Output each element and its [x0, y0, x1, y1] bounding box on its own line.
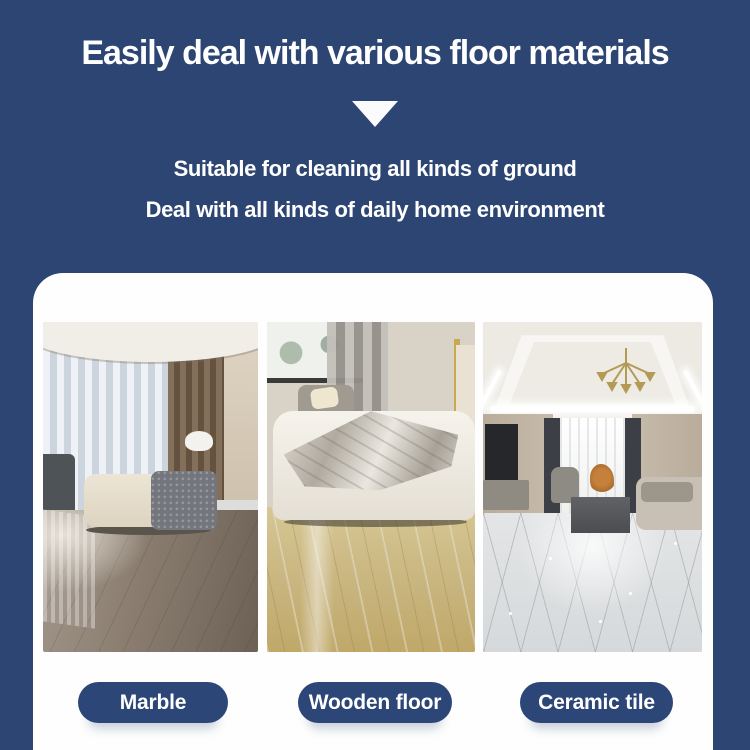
- curved-ceiling: [43, 322, 258, 362]
- marble-label-pill[interactable]: Marble: [78, 682, 228, 723]
- media-cabinet: [483, 480, 529, 510]
- wooden-floor: [267, 507, 475, 652]
- ceramic-tile-photo: [483, 322, 702, 652]
- armchair: [43, 454, 75, 517]
- headboard-wall: [224, 335, 258, 500]
- wooden-floor-label-pill[interactable]: Wooden floor: [298, 682, 452, 723]
- cove-light: [490, 406, 696, 412]
- subtitle-line-1: Suitable for cleaning all kinds of ground: [173, 156, 577, 181]
- bed-runner: [151, 471, 218, 530]
- table-lamp: [185, 431, 213, 451]
- wooden-floor-photo: [267, 322, 475, 652]
- tv-screen: [485, 424, 518, 480]
- coffee-table: [571, 497, 630, 533]
- subtitle-line-2: Deal with all kinds of daily home environment: [145, 197, 605, 222]
- content-card: [33, 273, 713, 750]
- page-title: Easily deal with various floor materials: [81, 34, 669, 72]
- triangle-down-icon: [352, 101, 398, 127]
- ceramic-tile-label-pill[interactable]: Ceramic tile: [520, 682, 673, 723]
- marble-floor-photo: [43, 322, 258, 652]
